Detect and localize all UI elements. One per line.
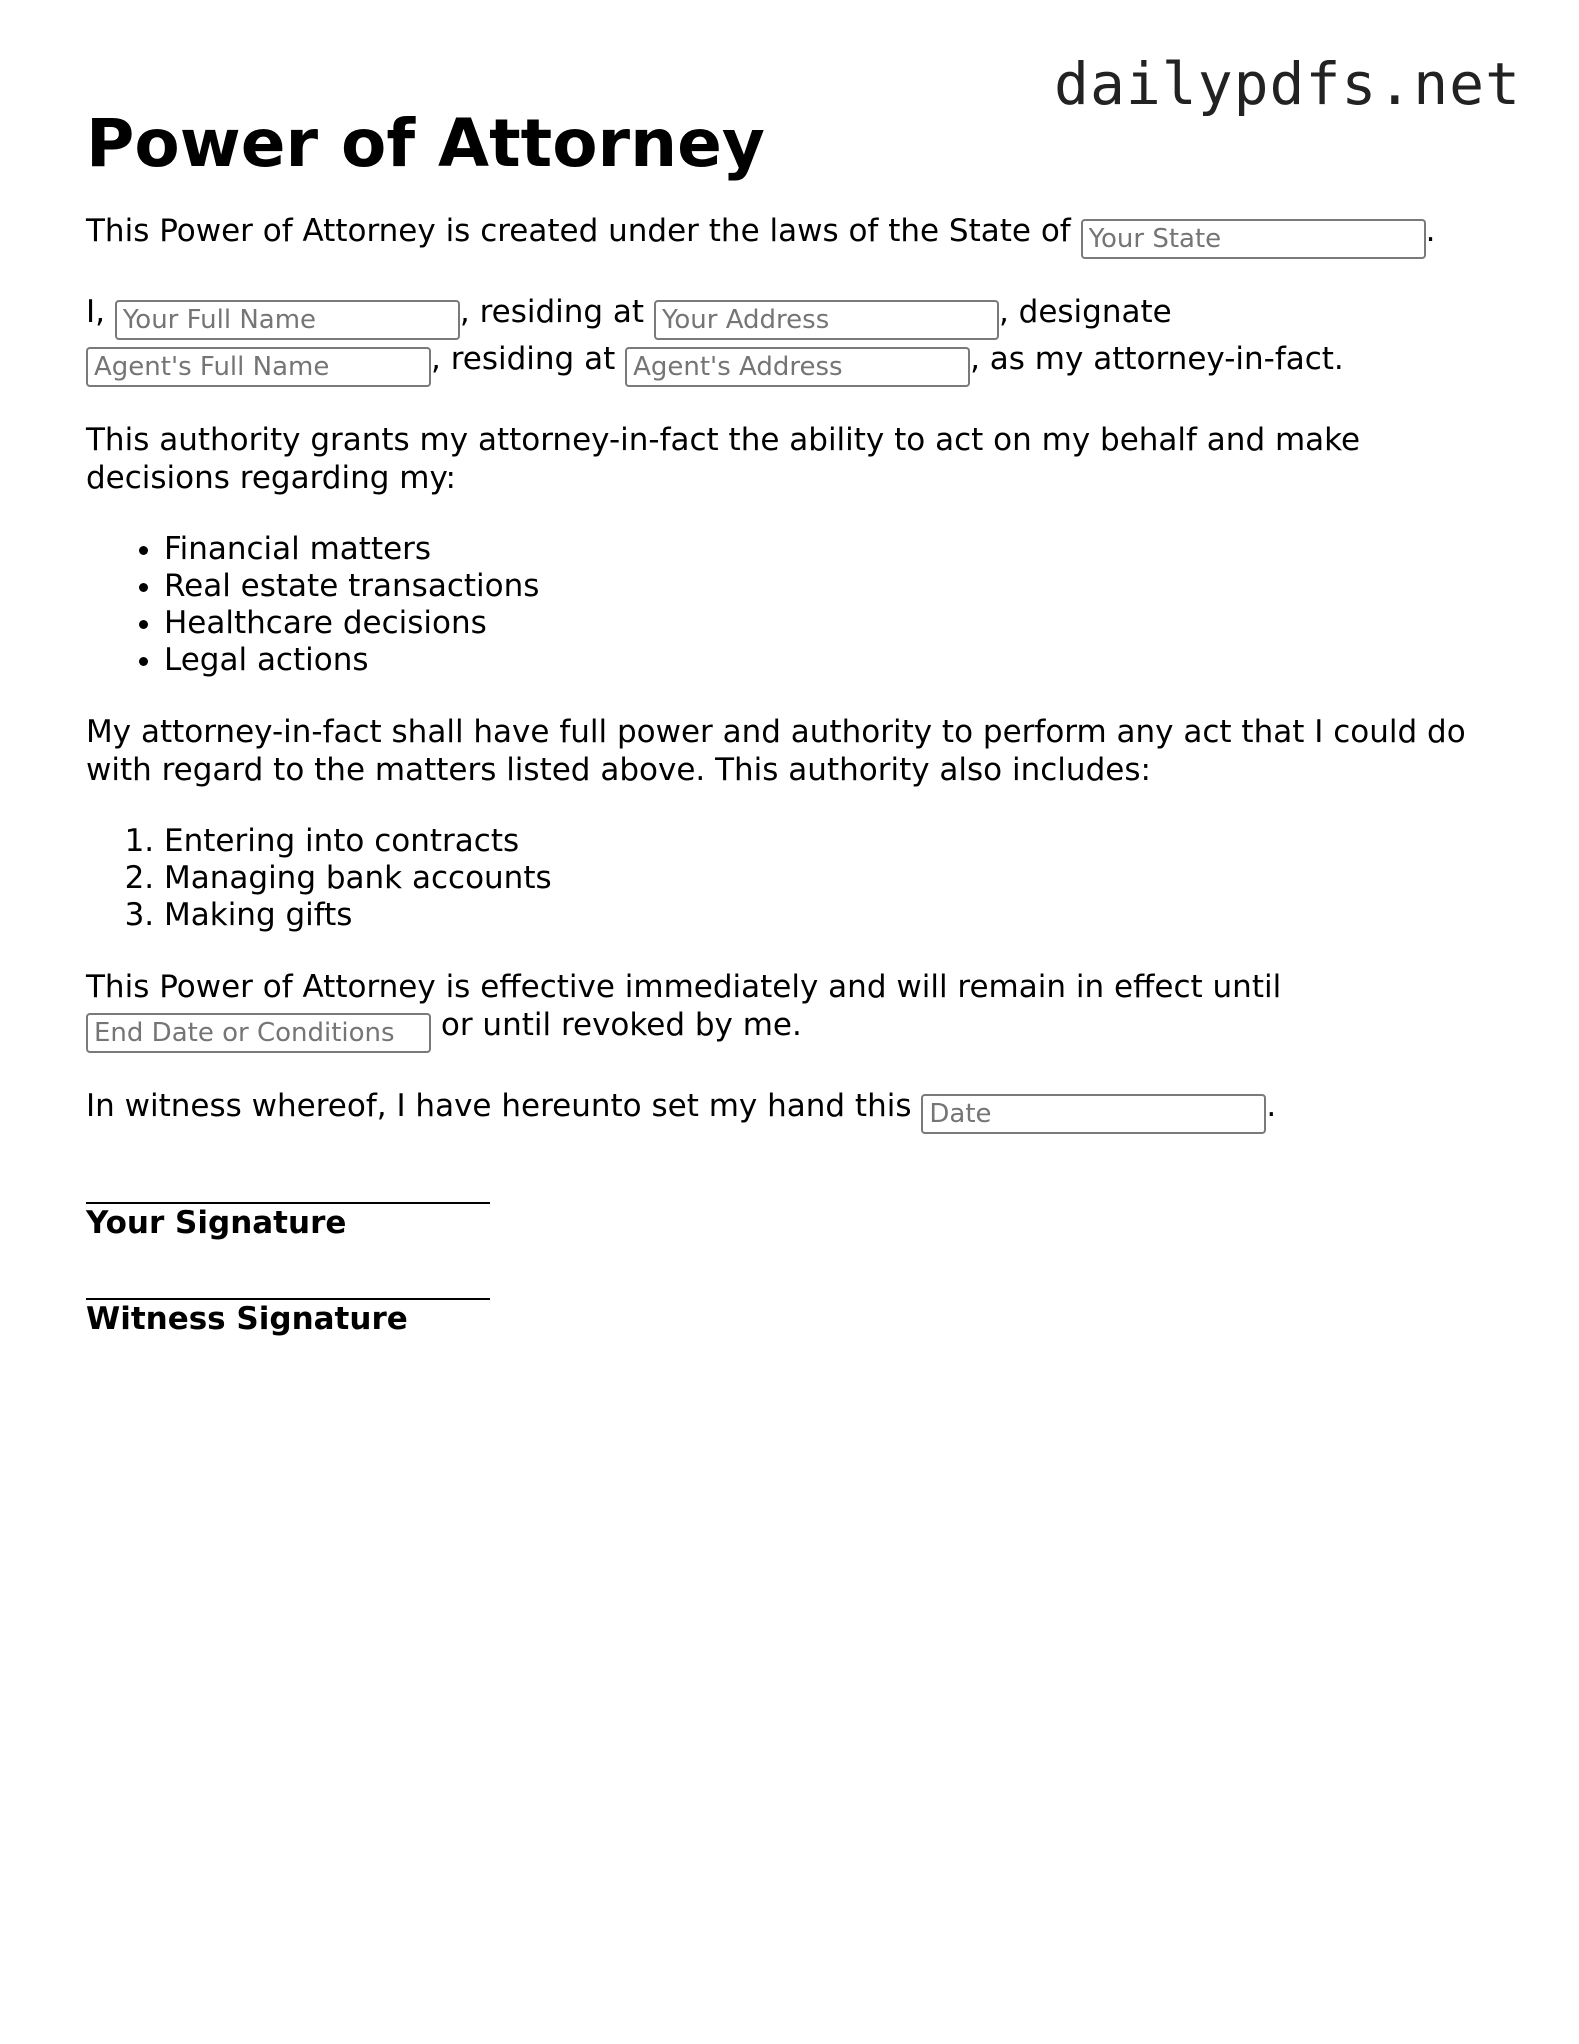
state-clause	[86, 212, 1506, 259]
witness-clause	[86, 1087, 1506, 1134]
list-item: • Healthcare decisions	[164, 605, 1506, 642]
witness-signature-block	[86, 1270, 1506, 1338]
revoked-text: or until revoked by me.	[431, 1007, 802, 1043]
list-item: 1. Entering into contracts	[164, 823, 1506, 860]
date-input[interactable]	[921, 1094, 1266, 1134]
full-name-input[interactable]	[115, 300, 460, 340]
designate-text: , designate	[998, 294, 1172, 330]
list-item: 3. Making gifts	[164, 897, 1506, 934]
witness-signature-label: Witness Signature	[86, 1301, 408, 1337]
effective-clause	[86, 968, 1506, 1053]
your-signature-label: Your Signature	[86, 1205, 347, 1241]
attorney-in-fact-text: , as my attorney-in-fact.	[970, 341, 1344, 377]
witness-signature-line	[86, 1270, 490, 1300]
list-item: • Legal actions	[164, 642, 1506, 679]
your-signature-block	[86, 1174, 1506, 1242]
address-input[interactable]	[654, 300, 999, 340]
page-title: Power of Attorney	[86, 105, 765, 182]
state-input[interactable]	[1081, 219, 1426, 259]
end-date-input[interactable]	[86, 1013, 431, 1053]
list-item: 2. Managing bank accounts	[164, 860, 1506, 897]
witness-clause-end: .	[1266, 1088, 1277, 1124]
designation-clause	[86, 293, 1506, 387]
designation-intro: I,	[86, 294, 115, 330]
list-item: • Real estate transactions	[164, 568, 1506, 605]
state-clause-end: .	[1425, 213, 1436, 249]
your-signature-line	[86, 1174, 490, 1204]
residing-at-text: , residing at	[459, 294, 654, 330]
witness-text: In witness whereof, I have hereunto set my hand this	[86, 1088, 922, 1124]
effective-text: This Power of Attorney is effective immediately and will remain in effect until	[86, 969, 1282, 1005]
authority-intro: This authority grants my attorney-in-fact the ability to act on my behalf and make decisions regarding my:	[86, 422, 1361, 496]
list-item: • Financial matters	[164, 531, 1506, 568]
agent-address-input[interactable]	[625, 347, 970, 387]
powers-intro: My attorney-in-fact shall have full power and authority to perform any act that I could do with regard to the matters listed above. This authority also includes:	[86, 714, 1466, 788]
authority-list	[86, 531, 1506, 679]
state-clause-text: This Power of Attorney is created under the laws of the State of	[86, 213, 1081, 249]
document	[86, 104, 1506, 1366]
agent-residing-at-text: , residing at	[431, 341, 626, 377]
signature-section	[86, 1174, 1506, 1338]
agent-name-input[interactable]	[86, 347, 431, 387]
watermark: dailypdfs.net	[1054, 50, 1521, 118]
powers-list	[86, 823, 1506, 934]
